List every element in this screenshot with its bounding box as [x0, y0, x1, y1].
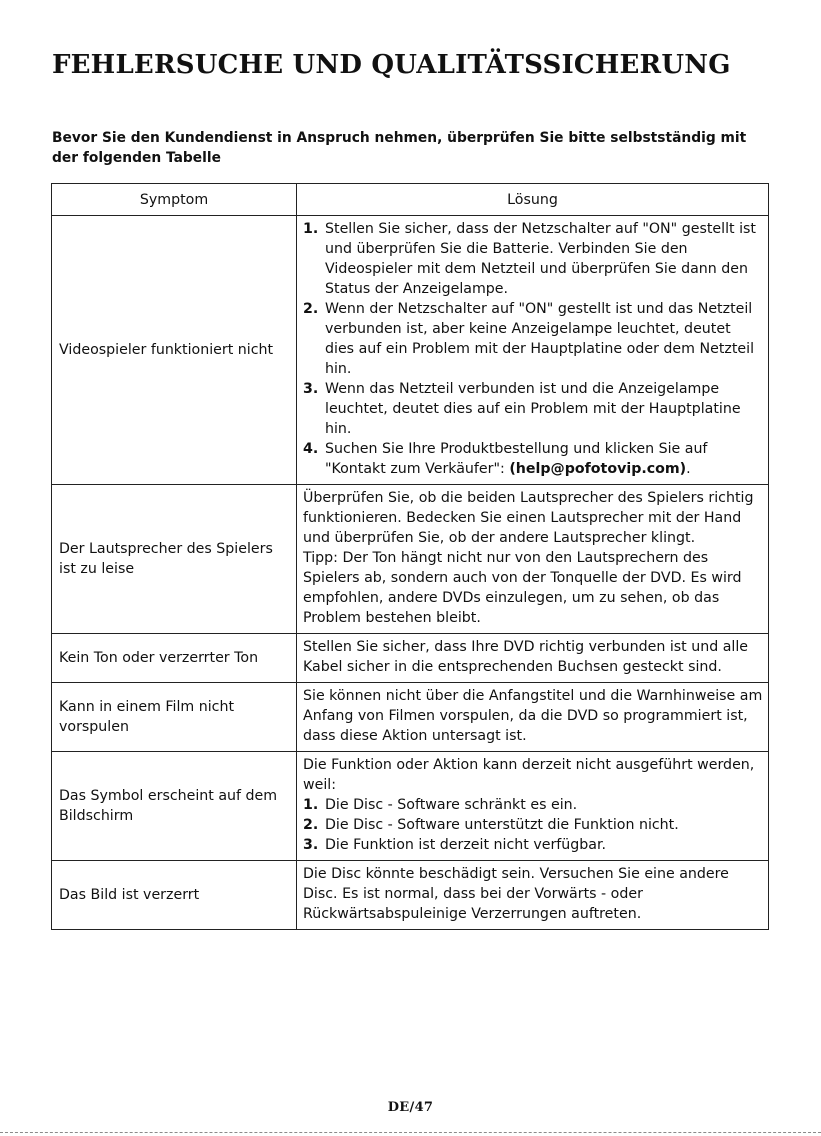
- step-text: Die Funktion ist derzeit nicht verfügbar.: [325, 837, 607, 853]
- symptom-cell: Kein Ton oder verzerrter Ton: [52, 634, 297, 683]
- step-number: 2.: [303, 301, 319, 317]
- solution-step: [303, 379, 764, 439]
- step-number: 3.: [303, 381, 319, 397]
- step-text: Suchen Sie Ihre Produktbestellung und klicken Sie auf "Kontakt zum Verkäufer":: [325, 441, 708, 477]
- solution-cell: Die Disc könnte beschädigt sein. Versuchen Sie eine andere Disc. Es ist normal, dass bei der Vorwärts - oder Rückwärtsabspuleinige Verzerrungen auftreten.: [297, 861, 769, 930]
- solution-cell: Sie können nicht über die Anfangstitel und die Warnhinweise am Anfang von Filmen vorspulen, da die DVD so programmiert ist, dass diese Aktion untersagt ist.: [297, 683, 769, 752]
- troubleshooting-table: [51, 183, 769, 930]
- header-solution: Lösung: [297, 184, 769, 216]
- table-row: [52, 752, 769, 861]
- page-title: FEHLERSUCHE UND QUALITÄTSSICHERUNG: [52, 50, 731, 80]
- solution-cell: Stellen Sie sicher, dass Ihre DVD richtig verbunden ist und alle Kabel sicher in die entsprechenden Buchsen gesteckt sind.: [297, 634, 769, 683]
- solution-text: Überprüfen Sie, ob die beiden Lautsprecher des Spielers richtig funktionieren. Bedecken Sie einen Lautsprecher mit der Hand und überprüfen Sie, ob der andere Lautsprecher klingt.: [303, 490, 754, 546]
- solution-steps: [303, 219, 764, 479]
- table-row: [52, 216, 769, 485]
- symptom-cell: Das Symbol erscheint auf dem Bildschirm: [52, 752, 297, 861]
- symptom-cell: Videospieler funktioniert nicht: [52, 216, 297, 485]
- solution-step: [303, 815, 764, 835]
- symptom-cell: Kann in einem Film nicht vorspulen: [52, 683, 297, 752]
- bottom-dashed-divider: [0, 1132, 821, 1133]
- solution-cell: [297, 485, 769, 634]
- solution-steps: [303, 795, 764, 855]
- symptom-cell: Das Bild ist verzerrt: [52, 861, 297, 930]
- table-row: [52, 683, 769, 752]
- step-number: 3.: [303, 837, 319, 853]
- contact-email: (help@pofotovip.com): [509, 461, 687, 477]
- solution-step: [303, 795, 764, 815]
- step-text: Die Disc - Software unterstützt die Funktion nicht.: [325, 817, 679, 833]
- symptom-cell: Der Lautsprecher des Spielers ist zu leise: [52, 485, 297, 634]
- page-number: DE/47: [387, 1100, 434, 1115]
- solution-step: [303, 219, 764, 299]
- solution-tip: Tipp: Der Ton hängt nicht nur von den Lautsprechern des Spielers ab, sondern auch von der Tonquelle der DVD. Es wird empfohlen, andere DVDs einzulegen, um zu sehen, ob das Problem bestehen bleibt.: [303, 550, 742, 626]
- solution-step: [303, 439, 764, 479]
- solution-step: [303, 835, 764, 855]
- table-header-row: [52, 184, 769, 216]
- solution-cell: [297, 216, 769, 485]
- solution-cell: [297, 752, 769, 861]
- step-text-end: .: [686, 461, 691, 477]
- solution-text: Die Funktion oder Aktion kann derzeit nicht ausgeführt werden, weil:: [303, 757, 755, 793]
- step-number: 1.: [303, 797, 319, 813]
- intro-text: Bevor Sie den Kundendienst in Anspruch nehmen, überprüfen Sie bitte selbstständig mit der folgenden Tabelle: [52, 130, 747, 166]
- header-symptom: Symptom: [52, 184, 297, 216]
- step-number: 2.: [303, 817, 319, 833]
- step-text: Die Disc - Software schränkt es ein.: [325, 797, 578, 813]
- step-text: Wenn das Netzteil verbunden ist und die Anzeigelampe leuchtet, deutet dies auf ein Problem mit der Hauptplatine hin.: [325, 381, 741, 437]
- table-row: [52, 485, 769, 634]
- solution-step: [303, 299, 764, 379]
- table-row: [52, 634, 769, 683]
- step-number: 1.: [303, 221, 319, 237]
- step-text: Wenn der Netzschalter auf "ON" gestellt ist und das Netzteil verbunden ist, aber keine Anzeigelampe leuchtet, deutet dies auf ein Problem mit der Hauptplatine oder dem Netzteil hin.: [325, 301, 755, 377]
- step-number: 4.: [303, 441, 319, 457]
- step-text: Stellen Sie sicher, dass der Netzschalter auf "ON" gestellt ist und überprüfen Sie die Batterie. Verbinden Sie den Videospieler mit dem Netzteil und überprüfen Sie dann den Status der Anzeigelampe.: [325, 221, 756, 297]
- table-row: [52, 861, 769, 930]
